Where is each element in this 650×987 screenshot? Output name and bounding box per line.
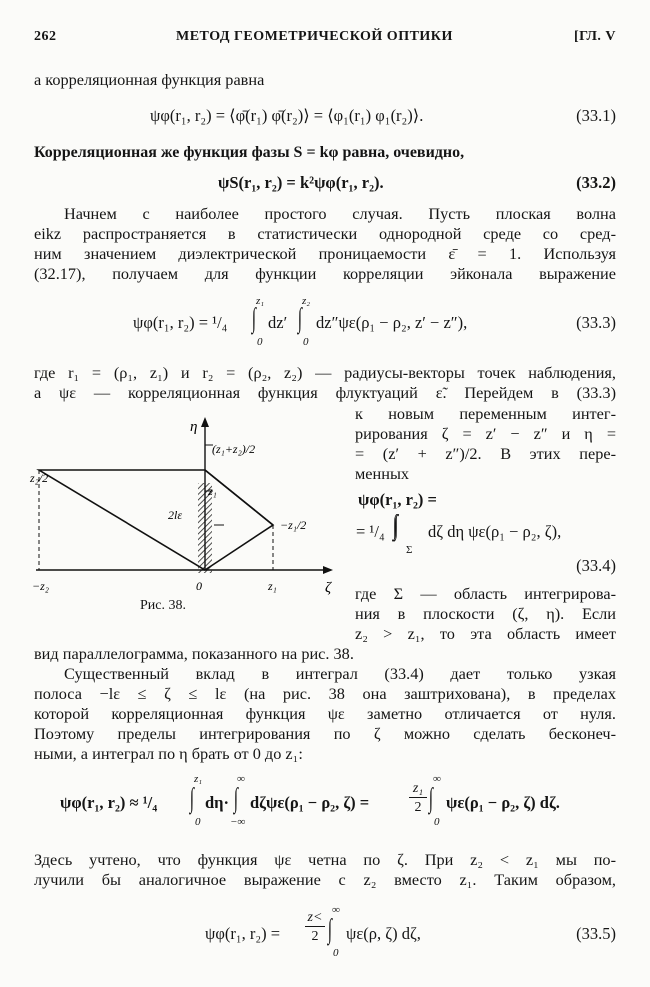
- equation-33-3-mid: dz′: [268, 313, 288, 332]
- equation-33-5-lhs: ψφ(r₁, r₂) =: [205, 924, 281, 943]
- equation-33-5-rhs: ψε(ρ, ζ) dζ,: [346, 924, 421, 943]
- integral-sign: ∫: [297, 303, 302, 334]
- equation-number: (33.1): [576, 106, 616, 125]
- integral-sign: ∫: [428, 783, 433, 814]
- integral-lower-limit: 0: [434, 816, 440, 828]
- chapter-label: [ГЛ. V: [574, 29, 616, 44]
- integral-upper-limit: z₁: [194, 773, 203, 785]
- figure-caption: Рис. 38.: [140, 598, 186, 613]
- integral-lower-limit: 0: [195, 816, 201, 828]
- integral-sign: ∫: [233, 783, 238, 814]
- band-width-label: 2lε: [168, 508, 183, 522]
- paragraph-line: которой корреляционная функция ψε заметно отличается от нуля.: [34, 704, 616, 723]
- equation-33-4-coef: = ¹/₄: [356, 522, 385, 541]
- integral-upper-limit: ∞: [237, 773, 245, 785]
- top-label: (z₁+z₂)/2: [212, 442, 256, 456]
- eta-label: η: [190, 419, 198, 435]
- paragraph-line: Существенный вклад в интеграл (33.4) дает только узкая: [64, 664, 616, 683]
- neg-z1-half-label: −z₁/2: [280, 518, 307, 532]
- integral-sign: ∫: [251, 303, 256, 334]
- phase-line: Корреляционная же функция фазы S = kφ равна, очевидно,: [34, 144, 465, 161]
- integral-upper-limit: ∞: [433, 773, 441, 785]
- integral-lower-limit: −∞: [230, 816, 246, 828]
- integral-upper-limit: z₂: [302, 295, 311, 307]
- equation-33-2: ψS(r₁, r₂) = k²ψφ(r₁, r₂).: [218, 173, 384, 192]
- integral-domain: Σ: [406, 544, 413, 556]
- intro-text: а корреляционная функция равна: [34, 70, 265, 89]
- paragraph-line: Начнем с наиболее простого случая. Пусть плоская волна: [64, 204, 616, 223]
- equation-number: (33.4): [576, 556, 616, 575]
- side-text-line: ния в плоскости (ζ, η). Если: [355, 604, 616, 623]
- integral-sign: ∫: [327, 914, 332, 945]
- parallelogram: [39, 470, 273, 570]
- side-text-line: к новым переменным интег-: [355, 404, 616, 423]
- side-text-line: z₂ > z₁, то эта область имеет: [355, 624, 616, 643]
- paragraph-line: Здесь учтено, что функция ψε четна по ζ. При z₂ < z₁ мы по-: [34, 850, 616, 869]
- figure-38: [28, 415, 348, 615]
- paragraph-line: а ψε — корреляционная функция флуктуаций ε̃. Перейдем в (33.3): [34, 383, 616, 402]
- origin-label: 0: [196, 579, 202, 593]
- fraction-denominator: 2: [414, 800, 422, 815]
- fraction-numerator: z<: [305, 910, 325, 927]
- page-number: 262: [34, 29, 57, 44]
- paragraph-line: где r₁ = (ρ₁, z₁) и r₂ = (ρ₂, z₂) — радиусы-векторы точек наблюдения,: [34, 363, 616, 382]
- paragraph-line: eikz распространяется в статистически однородной среде со сред-: [34, 224, 616, 243]
- eta-arrow: [201, 417, 209, 427]
- zeta-arrow: [323, 566, 333, 574]
- equation-number: (33.3): [576, 313, 616, 332]
- zeta-label: ζ: [325, 580, 332, 596]
- integral-sign: ∫: [189, 783, 194, 814]
- z1-label: z₁: [208, 484, 217, 498]
- equation-33-1: ψφ(r₁, r₂) = ⟨φ̄(r₁) φ̄(r₂)⟩ = ⟨φ₁(r₁) φ₁(r₂)⟩.: [150, 106, 424, 125]
- equation-33-4-body: dζ dη ψε(ρ₁ − ρ₂, ζ),: [428, 522, 562, 541]
- equation-number: (33.5): [576, 924, 616, 943]
- integral-lower-limit: 0: [257, 336, 263, 348]
- equation-number: (33.2): [576, 173, 616, 192]
- side-text-line: рирования ζ = z′ − z″ и η =: [355, 424, 616, 443]
- z1-axis-label: z₁: [268, 579, 277, 593]
- z2-half-label: z₂/2: [30, 471, 49, 485]
- integral-lower-limit: 0: [333, 947, 339, 959]
- fraction-numerator: z₁: [409, 781, 427, 798]
- equation-main-inner: dζψε(ρ₁ − ρ₂, ζ) =: [250, 793, 370, 812]
- paragraph-line: (32.17), получаем для функции корреляции эйконала выражение: [34, 264, 616, 283]
- equation-main-lhs: ψφ(r₁, r₂) ≈ ¹/₄: [60, 793, 158, 812]
- paragraph-line: ными, а интеграл по η брать от 0 до z₁:: [34, 744, 303, 763]
- integral-upper-limit: ∞: [332, 904, 340, 916]
- paragraph-line: полоса −lε ≤ ζ ≤ lε (на рис. 38 она заштрихована), в пределах: [34, 684, 616, 703]
- side-text-line: менных: [355, 464, 410, 483]
- side-text-line: = (z′ + z″)/2. В этих пере-: [355, 444, 616, 463]
- side-text-line: где Σ — область интегрирова-: [355, 584, 616, 603]
- equation-main-deta: dη·: [205, 793, 230, 812]
- equation-main-rhs: ψε(ρ₁ − ρ₂, ζ) dζ.: [446, 793, 560, 812]
- paragraph-line: лучили бы аналогичное выражение с z₂ вместо z₁. Таким образом,: [34, 870, 616, 889]
- running-title: МЕТОД ГЕОМЕТРИЧЕСКОЙ ОПТИКИ: [176, 29, 453, 44]
- integral-lower-limit: 0: [303, 336, 309, 348]
- fraction-denominator: 2: [311, 929, 319, 944]
- equation-33-3-lhs: ψφ(r₁, r₂) = ¹/₄: [133, 313, 228, 332]
- neg-z2-label: −z₂: [32, 579, 49, 593]
- paragraph-line: ним значением диэлектрической проницаемости ε̄ = 1. Используя: [34, 244, 616, 263]
- paragraph-line: вид параллелограмма, показанного на рис. 38.: [34, 644, 354, 663]
- equation-33-3-rhs: dz″ψε(ρ₁ − ρ₂, z′ − z″),: [316, 313, 468, 332]
- integral-upper-limit: z₁: [256, 295, 265, 307]
- paragraph-line: Поэтому пределы интегрирования по ζ можно сделать бесконеч-: [34, 724, 616, 743]
- equation-33-4-lhs: ψφ(r₁, r₂) =: [358, 490, 437, 509]
